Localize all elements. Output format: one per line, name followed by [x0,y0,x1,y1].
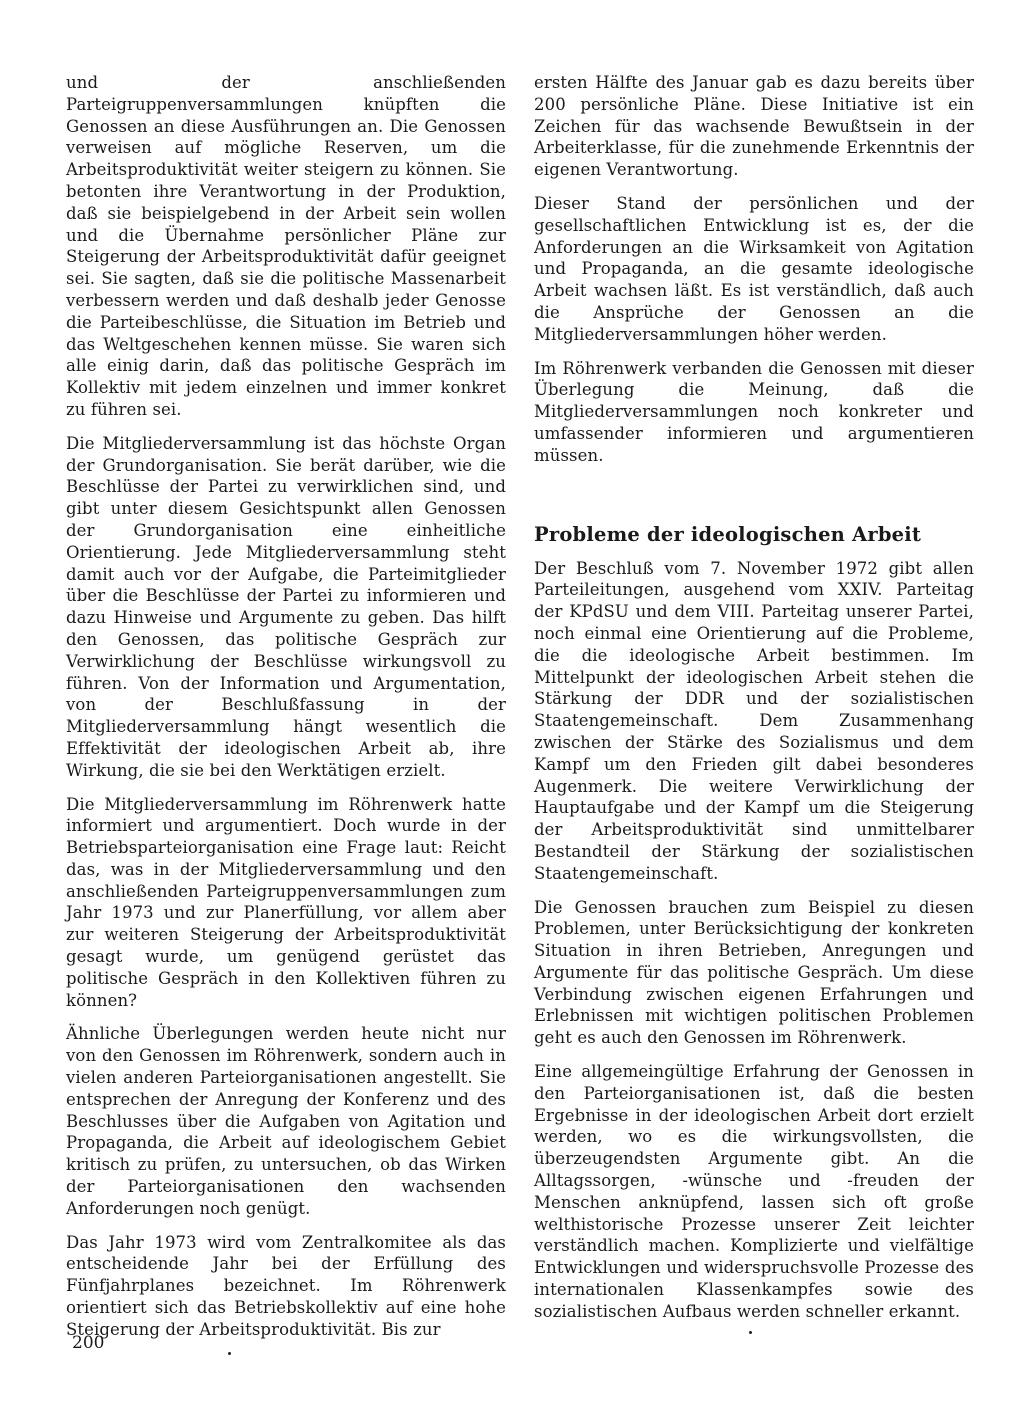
paragraph: Eine allgemeingültige Erfahrung der Genossen in den Parteiorganisationen ist, daß die besten Ergebnisse in der ideologischen Arbeit dort erzielt werden, wo es die wirkungsvollsten, die überzeugendsten Argumente gibt. An die Alltagssorgen, -wünsche und -freuden der Menschen anknüpfend, lassen sich oft große welthistorische Prozesse unserer Zeit leichter verständlich machen. Komplizierte und vielfältige Entwicklungen und widerspruchsvolle Prozesse des internationalen Klassenkampfes sowie des sozialistischen Aufbaus werden schneller erkannt. [534,1062,974,1321]
right-column [534,72,974,1335]
paragraph: Ähnliche Überlegungen werden heute nicht nur von den Genossen im Röhrenwerk, sondern auch in vielen anderen Parteiorganisationen angestellt. Sie entsprechen der Anregung der Konferenz und des Beschlusses über die Aufgaben von Agitation und Propaganda, die Arbeit auf ideologischem Gebiet kritisch zu prüfen, zu untersuchen, ob das Wirken der Parteiorganisationen den wachsenden Anforderungen noch genügt. [66,1024,506,1218]
paragraph: Der Beschluß vom 7. November 1972 gibt allen Parteileitungen, ausgehend vom XXIV. Parteitag der KPdSU und dem VIII. Parteitag unserer Partei, noch einmal eine Orientierung auf die Probleme, die die ideologische Arbeit bestimmen. Im Mittelpunkt der ideologischen Arbeit stehen die Stärkung der DDR und der sozialistischen Staatengemeinschaft. Dem Zusammenhang zwischen der Stärke des Sozialismus und dem Kampf um den Frieden gilt dabei besonderes Augenmerk. Die weitere Verwirklichung der Hauptaufgabe und der Kampf um die Steigerung der Arbeitsproduktivität sind unmittelbarer Bestandteil der Stärkung der sozialistischen Staatengemeinschaft. [534,558,974,883]
scan-speck [228,1352,231,1355]
section-heading: Probleme der ideologischen Arbeit [534,522,922,546]
page-number: 200 [72,1333,105,1353]
paragraph: Die Mitgliederversammlung ist das höchste Organ der Grundorganisation. Sie berät darüber, wie die Beschlüsse der Partei zu verwirklichen sind, und gibt unter diesem Gesichtspunkt allen Genossen der Grundorganisation eine einheitliche Orientierung. Jede Mitgliederversammlung steht damit auch vor der Aufgabe, die Parteimitglieder über die Beschlüsse der Partei zu informieren und dazu Hinweise und Argumente zu geben. Das hilft den Genossen, das politische Gespräch zur Verwirklichung der Beschlüsse wirkungsvoll zu führen. Von der Information und Argumentation, von der Beschlußfassung in der Mitgliederversammlung hängt wesentlich die Effektivität der ideologischen Arbeit ab, ihre Wirkung, die sie bei den Werktätigen erzielt. [66,433,506,780]
paragraph: Das Jahr 1973 wird vom Zentralkomitee als das entscheidende Jahr bei der Erfüllung des Fünfjahrplanes bezeichnet. Im Röhrenwerk orientiert sich das Betriebskollektiv auf eine hohe Steigerung der Arbeitsproduktivität. Bis zur [66,1232,506,1339]
paragraph: und der anschließenden Parteigruppenversammlungen knüpften die Genossen an diese Ausführungen an. Die Genossen verweisen auf mögliche Reserven, um die Arbeitsproduktivität weiter steigern zu können. Sie betonten ihre Verantwortung in der Produktion, daß sie beispielgebend in der Arbeit sein wollen und die Übernahme persönlicher Pläne zur Steigerung der Arbeitsproduktivität dafür geeignet sei. Sie sagten, daß sie die politische Massenarbeit verbessern werden und daß deshalb jeder Genosse die Parteibeschlüsse, die Situation im Betrieb und das Weltgeschehen kennen müsse. Sie waren sich alle einig darin, daß das politische Gespräch im Kollektiv mit jedem einzelnen und immer konkret zu führen sei. [66,73,506,419]
paragraph: Die Genossen brauchen zum Beispiel zu diesen Problemen, unter Berücksichtigung der konkreten Situation in ihren Betrieben, Anregungen und Argumente für das politische Gespräch. Um diese Verbindung zwischen eigenen Erfahrungen und Erlebnissen mit wichtigen politischen Problemen geht es auch den Genossen im Röhrenwerk. [534,897,974,1048]
scan-speck [749,1331,752,1334]
paragraph: Die Mitgliederversammlung im Röhrenwerk hatte informiert und argumentiert. Doch wurde in der Betriebsparteiorganisation eine Frage laut: Reicht das, was in der Mitgliederversammlung und den anschließenden Parteigruppenversammlungen zum Jahr 1973 und zur Planerfüllung, vor allem aber zur weiteren Steigerung der Arbeitsproduktivität gesagt wurde, um genügend gerüstet das politische Gespräch in den Kollektiven führen zu können? [66,794,506,1010]
left-column [66,72,506,1353]
paragraph: ersten Hälfte des Januar gab es dazu bereits über 200 persönliche Pläne. Diese Initiative ist ein Zeichen für das wachsende Bewußtsein in der Arbeiterklasse, für die zunehmende Erkenntnis der eigenen Verantwortung. [534,73,974,180]
paragraph: Dieser Stand der persönlichen und der gesellschaftlichen Entwicklung ist es, der die Anforderungen an die Wirksamkeit von Agitation und Propaganda, an die gesamte ideologische Arbeit wachsen läßt. Es ist verständlich, daß auch die Ansprüche der Genossen an die Mitgliederversammlungen höher werden. [534,193,974,344]
paragraph: Im Röhrenwerk verbanden die Genossen mit dieser Überlegung die Meinung, daß die Mitgliederversammlungen noch konkreter und umfassender informieren und argumentieren müssen. [534,358,974,465]
